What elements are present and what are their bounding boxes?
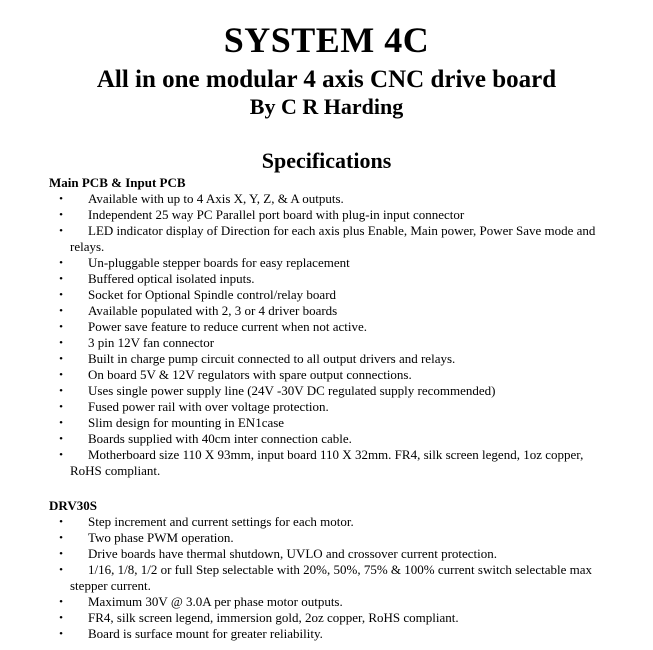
- bullet-icon: •: [59, 353, 63, 365]
- list-item-text: Motherboard size 110 X 93mm, input board 110 X 32mm. FR4, silk screen legend, 1oz copper, RoHS compliant.: [70, 447, 584, 478]
- bullet-icon: •: [59, 564, 63, 576]
- document-subtitle: All in one modular 4 axis CNC drive board: [96, 66, 557, 93]
- bullet-icon: •: [59, 532, 63, 544]
- list-item: [0, 287, 653, 303]
- bullet-icon: •: [59, 385, 63, 397]
- document-author: By C R Harding: [249, 94, 404, 119]
- bullet-icon: •: [59, 449, 63, 461]
- list-item-text: Step increment and current settings for each motor.: [88, 514, 354, 529]
- list-item-text: Power save feature to reduce current when not active.: [88, 319, 368, 334]
- list-item: [0, 319, 653, 335]
- list-item: [0, 255, 653, 271]
- list-item-text: Fused power rail with over voltage protection.: [88, 399, 329, 414]
- list-item-text: LED indicator display of Direction for each axis plus Enable, Main power, Power Save mode and relays.: [70, 223, 596, 254]
- list-item-text: Boards supplied with 40cm inter connection cable.: [88, 431, 352, 446]
- bullet-icon: •: [59, 305, 63, 317]
- bullet-icon: •: [59, 433, 63, 445]
- bullet-icon: •: [59, 612, 63, 624]
- list-item-text: Independent 25 way PC Parallel port board with plug-in input connector: [88, 207, 465, 222]
- list-item: [0, 546, 653, 562]
- list-item: [0, 562, 653, 594]
- list-item-text: On board 5V & 12V regulators with spare output connections.: [88, 367, 412, 382]
- list-item: [0, 303, 653, 319]
- bullet-icon: •: [59, 193, 63, 205]
- list-item-text: Un-pluggable stepper boards for easy replacement: [88, 255, 350, 270]
- drv30s-list: [0, 514, 653, 642]
- list-item: [0, 271, 653, 287]
- list-item-text: Slim design for mounting in EN1case: [88, 415, 285, 430]
- bullet-icon: •: [59, 321, 63, 333]
- bullet-icon: •: [59, 596, 63, 608]
- list-item: [0, 594, 653, 610]
- list-item-text: Buffered optical isolated inputs.: [88, 271, 255, 286]
- list-item: [0, 514, 653, 530]
- list-item-text: Socket for Optional Spindle control/relay board: [88, 287, 337, 302]
- list-item: [0, 367, 653, 383]
- list-item-text: Board is surface mount for greater reliability.: [88, 626, 323, 641]
- list-item-text: Available with up to 4 Axis X, Y, Z, & A outputs.: [88, 191, 344, 206]
- bullet-icon: •: [59, 548, 63, 560]
- list-item: [0, 447, 653, 479]
- list-item-text: Uses single power supply line (24V -30V DC regulated supply recommended): [88, 383, 496, 398]
- bullet-icon: •: [59, 257, 63, 269]
- list-item-text: Available populated with 2, 3 or 4 driver boards: [88, 303, 338, 318]
- list-item: [0, 207, 653, 223]
- bullet-icon: •: [59, 209, 63, 221]
- bullet-icon: •: [59, 289, 63, 301]
- list-item-text: Drive boards have thermal shutdown, UVLO and crossover current protection.: [88, 546, 498, 561]
- bullet-icon: •: [59, 225, 63, 237]
- list-item-text: Built in charge pump circuit connected to all output drivers and relays.: [88, 351, 456, 366]
- list-item: [0, 383, 653, 399]
- list-item: [0, 351, 653, 367]
- list-item-text: 1/16, 1/8, 1/2 or full Step selectable with 20%, 50%, 75% & 100% current switch selectable max stepper current.: [70, 562, 592, 593]
- bullet-icon: •: [59, 401, 63, 413]
- bullet-icon: •: [59, 337, 63, 349]
- list-item: [0, 610, 653, 626]
- list-item-text: Maximum 30V @ 3.0A per phase motor outputs.: [88, 594, 343, 609]
- drv30s-heading: DRV30S: [49, 498, 97, 513]
- list-item: [0, 191, 653, 207]
- main-pcb-list: [0, 191, 653, 479]
- list-item: [0, 431, 653, 447]
- list-item-text: 3 pin 12V fan connector: [88, 335, 215, 350]
- bullet-icon: •: [59, 417, 63, 429]
- list-item: [0, 415, 653, 431]
- list-item: [0, 626, 653, 642]
- document-title: SYSTEM 4C: [223, 20, 430, 60]
- bullet-icon: •: [59, 628, 63, 640]
- list-item: [0, 223, 653, 255]
- specifications-heading: Specifications: [261, 148, 392, 173]
- list-item: [0, 335, 653, 351]
- main-pcb-heading: Main PCB & Input PCB: [49, 175, 186, 190]
- list-item: [0, 399, 653, 415]
- bullet-icon: •: [59, 273, 63, 285]
- list-item-text: FR4, silk screen legend, immersion gold, 2oz copper, RoHS compliant.: [88, 610, 459, 625]
- bullet-icon: •: [59, 369, 63, 381]
- bullet-icon: •: [59, 516, 63, 528]
- list-item-text: Two phase PWM operation.: [88, 530, 234, 545]
- list-item: [0, 530, 653, 546]
